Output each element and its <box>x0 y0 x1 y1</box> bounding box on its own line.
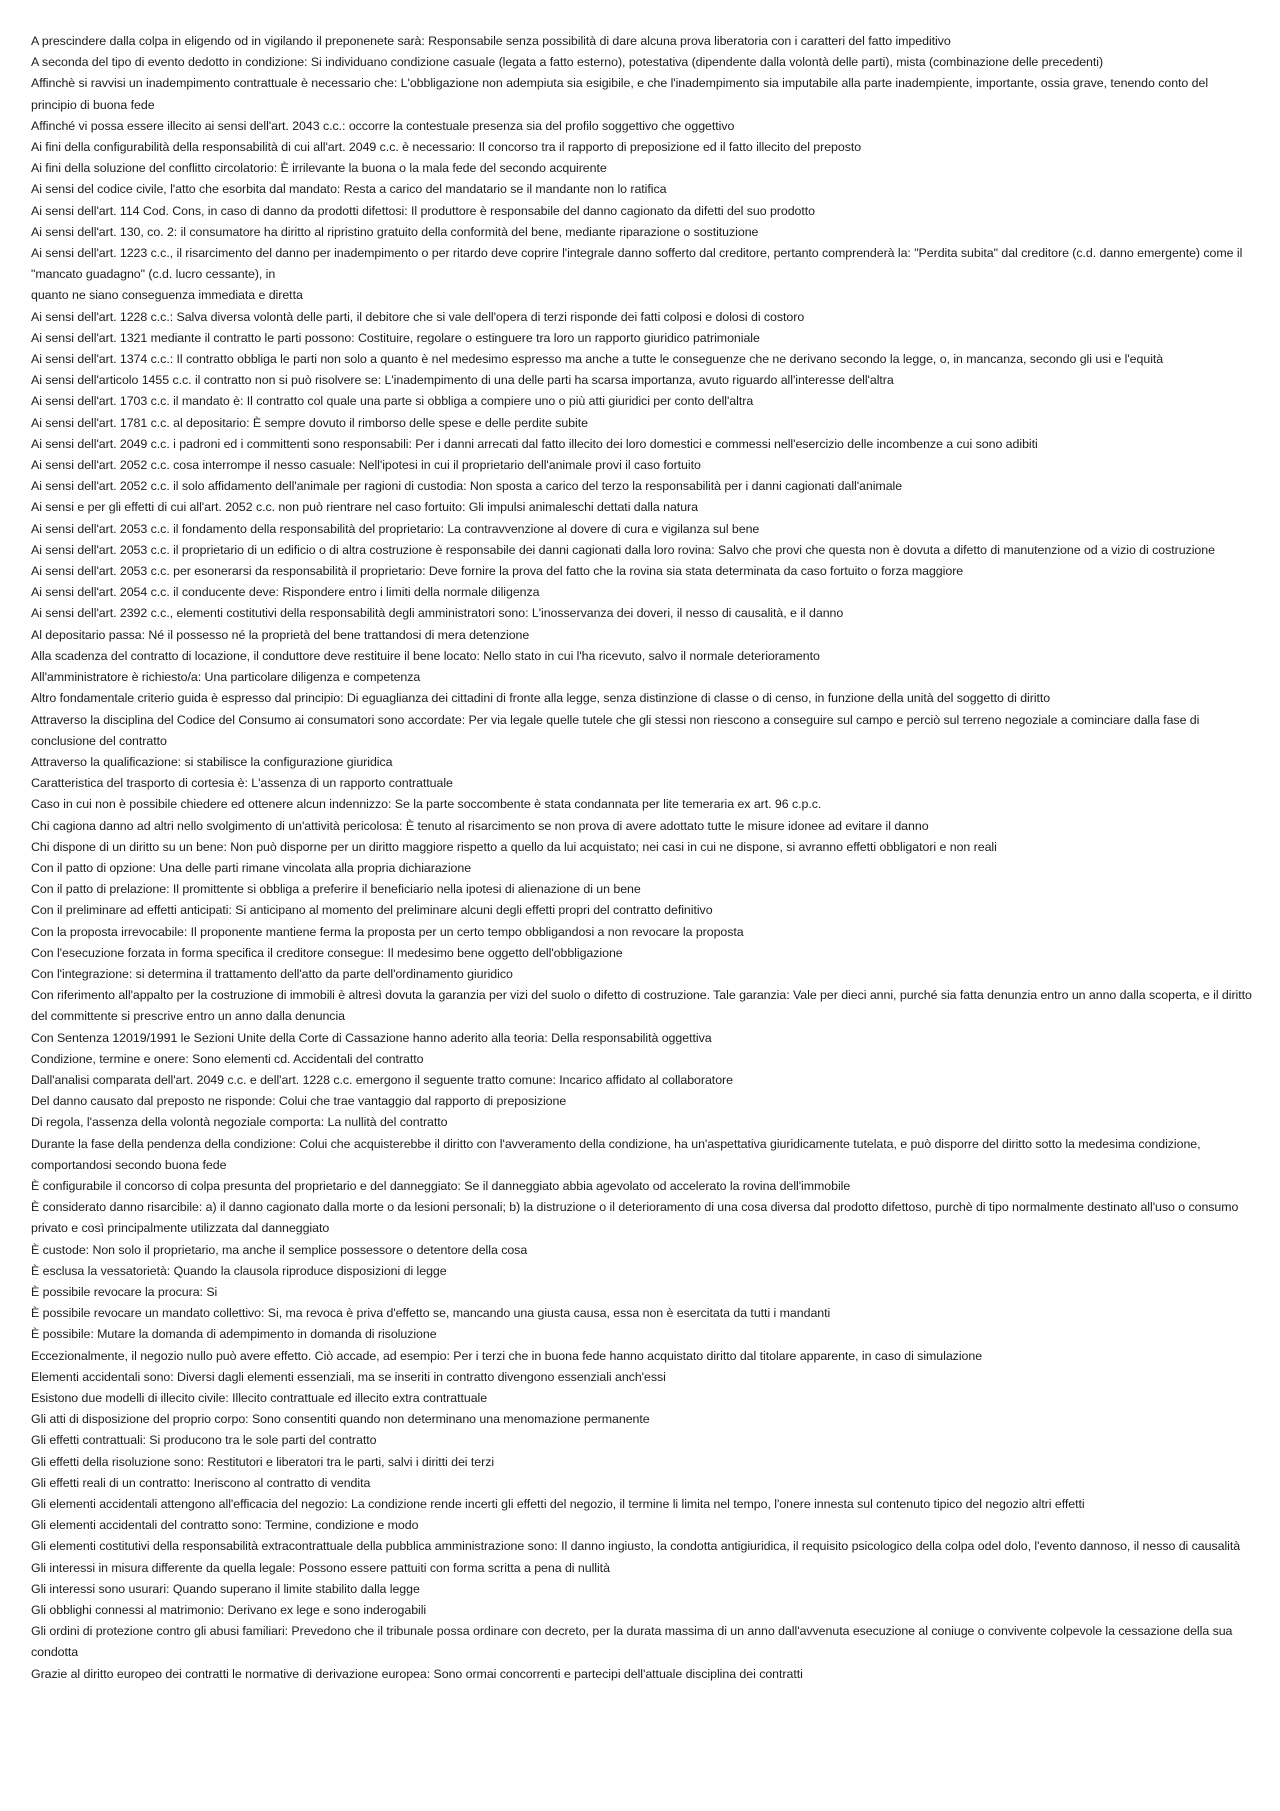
text-line: Ai sensi dell'articolo 1455 c.c. il contratto non si può risolvere se: L'inadempimento di una delle parti ha scarsa importanza, avuto riguardo all'interesse dell'altra <box>31 373 894 388</box>
text-line: Ai sensi dell'art. 114 Cod. Cons, in caso di danno da prodotti difettosi: Il produttore è responsabile del danno cagionato da difetti del suo prodotto <box>31 203 816 218</box>
text-line: Caratteristica del trasporto di cortesia è: L'assenza di un rapporto contrattuale <box>31 776 453 791</box>
text-line: Grazie al diritto europeo dei contratti le normative di derivazione europea: Sono ormai concorrenti e partecipi dell'attuale disciplina dei contratti <box>31 1666 803 1681</box>
text-line: Affinchè si ravvisi un inadempimento contrattuale è necessario che: L'obbligazione non adempiuta sia esigibile, e che l'inadempimento sia imputabile alla parte inadempiente, importante, ossia grave, tenendo conto del principio di buona fede <box>31 76 1209 112</box>
text-line: Affinché vi possa essere illecito ai sensi dell'art. 2043 c.c.: occorre la contestuale presenza sia del profilo soggettivo che oggettivo <box>31 118 735 133</box>
text-line: È considerato danno risarcibile: a) il danno cagionato dalla morte o da lesioni personali; b) la distruzione o il deterioramento di una cosa diversa dal prodotto difettoso, purchè di tipo normalmente destinato all'uso o consumo privato e così principalmente utilizzata dal danneggiato <box>31 1200 1239 1236</box>
text-line: Chi cagiona danno ad altri nello svolgimento di un'attività pericolosa: È tenuto al risarcimento se non prova di avere adottato tutte le misure idonee ad evitare il danno <box>31 818 929 833</box>
text-line: Gli interessi in misura differente da quella legale: Possono essere pattuiti con forma scritta a pena di nullità <box>31 1560 610 1575</box>
text-line: Gli atti di disposizione del proprio corpo: Sono consentiti quando non determinano una menomazione permanente <box>31 1412 650 1427</box>
text-line: Ai sensi dell'art. 2053 c.c. il fondamento della responsabilità del proprietario: La contravvenzione al dovere di cura e vigilanza sul bene <box>31 521 760 536</box>
text-line: Con l'integrazione: si determina il trattamento dell'atto da parte dell'ordinamento giuridico <box>31 966 513 981</box>
text-line: All'amministratore è richiesto/a: Una particolare diligenza e competenza <box>31 670 421 685</box>
text-line: Ai sensi dell'art. 1374 c.c.: Il contratto obbliga le parti non solo a quanto è nel medesimo espresso ma anche a tutte le conseguenze che ne derivano secondo la legge, o, in mancanza, secondo gli usi e l'equità <box>31 352 1164 367</box>
text-line: Con il patto di prelazione: Il promittente si obbliga a preferire il beneficiario nella ipotesi di alienazione di un bene <box>31 882 641 897</box>
text-line: Alla scadenza del contratto di locazione, il conduttore deve restituire il bene locato: Nello stato in cui l'ha ricevuto, salvo il normale deterioramento <box>31 648 820 663</box>
text-line: Attraverso la qualificazione: si stabilisce la configurazione giuridica <box>31 754 393 769</box>
text-line: Con il preliminare ad effetti anticipati: Si anticipano al momento del preliminare alcuni degli effetti propri del contratto definitivo <box>31 903 713 918</box>
text-line: Gli elementi costitutivi della responsabilità extracontrattuale della pubblica amministrazione sono: Il danno ingiusto, la condotta antigiuridica, il requisito psicologico della colpa odel dolo, l'evento dannoso, il nesso di causalità <box>31 1539 1241 1554</box>
text-line: Ai sensi e per gli effetti di cui all'art. 2052 c.c. non può rientrare nel caso fortuito: Gli impulsi animaleschi dettati dalla natura <box>31 500 698 515</box>
text-line: Ai sensi dell'art. 2053 c.c. il proprietario di un edificio o di altra costruzione è responsabile dei danni cagionati dalla loro rovina: Salvo che provi che questa non è dovuta a difetto di manutenzione od a vizio di costruzione <box>31 542 1215 557</box>
document-page <box>31 31 1253 1685</box>
text-line: È possibile revocare la procura: Si <box>31 1284 218 1299</box>
text-line: Ai sensi dell'art. 1703 c.c. il mandato è: Il contratto col quale una parte si obbliga a compiere uno o più atti giuridici per conto dell'altra <box>31 394 754 409</box>
text-line: A seconda del tipo di evento dedotto in condizione: Si individuano condizione casuale (legata a fatto esterno), potestativa (dipendente dalla volontà delle parti), mista (combinazione delle precedenti) <box>31 55 1104 70</box>
text-line: Ai sensi dell'art. 130, co. 2: il consumatore ha diritto al ripristino gratuito della conformità del bene, mediante riparazione o sostituzione <box>31 224 759 239</box>
text-line: È possibile: Mutare la domanda di adempimento in domanda di risoluzione <box>31 1327 437 1342</box>
text-line: È esclusa la vessatorietà: Quando la clausola riproduce disposizioni di legge <box>31 1263 447 1278</box>
text-line: A prescindere dalla colpa in eligendo od in vigilando il preponenete sarà: Responsabile senza possibilità di dare alcuna prova liberatoria con i caratteri del fatto impeditivo <box>31 34 951 48</box>
text-line: Gli effetti contrattuali: Si producono tra le sole parti del contratto <box>31 1433 377 1448</box>
text-line: Con l'esecuzione forzata in forma specifica il creditore consegue: Il medesimo bene oggetto dell'obbligazione <box>31 945 623 960</box>
text-line: Del danno causato dal preposto ne risponde: Colui che trae vantaggio dal rapporto di preposizione <box>31 1094 567 1109</box>
text-line: È configurabile il concorso di colpa presunta del proprietario e del danneggiato: Se il danneggiato abbia agevolato od accelerato la rovina dell'immobile <box>31 1178 851 1193</box>
text-line: Eccezionalmente, il negozio nullo può avere effetto. Ciò accade, ad esempio: Per i terzi che in buona fede hanno acquistato diritto dal titolare apparente, in caso di simulazione <box>31 1348 983 1363</box>
text-line: Gli elementi accidentali del contratto sono: Termine, condizione e modo <box>31 1518 419 1533</box>
text-line: Elementi accidentali sono: Diversi dagli elementi essenziali, ma se inseriti in contratto divengono essenziali anch'essi <box>31 1369 666 1384</box>
text-line: Gli ordini di protezione contro gli abusi familiari: Prevedono che il tribunale possa ordinare con decreto, per la durata massima di un anno dall'avvenuta esecuzione al coniuge o convivente colpevole la cessazione della sua condotta <box>31 1624 1233 1660</box>
text-line: Con la proposta irrevocabile: Il proponente mantiene ferma la proposta per un certo tempo obbligandosi a non revocare la proposta <box>31 924 744 939</box>
text-line: Ai sensi del codice civile, l'atto che esorbita dal mandato: Resta a carico del mandatario se il mandante non lo ratifica <box>31 182 667 197</box>
text-line: Con il patto di opzione: Una delle parti rimane vincolata alla propria dichiarazione <box>31 860 472 875</box>
text-line: Dall'analisi comparata dell'art. 2049 c.c. e dell'art. 1228 c.c. emergono il seguente tratto comune: Incarico affidato al collaboratore <box>31 1072 733 1087</box>
text-line: Con riferimento all'appalto per la costruzione di immobili è altresì dovuta la garanzia per vizi del suolo o difetto di costruzione. Tale garanzia: Vale per dieci anni, purché sia fatta denunzia entro un anno dalla scoperta, e il diritto del committente si prescrive entro un anno dalla denuncia <box>31 988 1252 1024</box>
text-line: Con Sentenza 12019/1991 le Sezioni Unite della Corte di Cassazione hanno aderito alla teoria: Della responsabilità oggettiva <box>31 1030 712 1045</box>
text-line: Ai fini della configurabilità della responsabilità di cui all'art. 2049 c.c. è necessario: Il concorso tra il rapporto di preposizione ed il fatto illecito del preposto <box>31 140 862 155</box>
text-line: Chi dispone di un diritto su un bene: Non può disporne per un diritto maggiore rispetto a quello da lui acquistato; nei casi in cui ne dispone, si avranno effetti obbligatori e non reali <box>31 839 997 854</box>
text-line: Gli effetti della risoluzione sono: Restitutori e liberatori tra le parti, salvi i diritti dei terzi <box>31 1454 495 1469</box>
text-line: Esistono due modelli di illecito civile: Illecito contrattuale ed illecito extra contrattuale <box>31 1391 488 1405</box>
text-line: Gli obblighi connessi al matrimonio: Derivano ex lege e sono inderogabili <box>31 1603 427 1618</box>
text-line: Gli interessi sono usurari: Quando superano il limite stabilito dalla legge <box>31 1581 420 1596</box>
text-line: È possibile revocare un mandato collettivo: Si, ma revoca è priva d'effetto se, mancando una giusta causa, essa non è esercitata da tutti i mandanti <box>31 1306 831 1321</box>
text-line: Ai sensi dell'art. 2053 c.c. per esonerarsi da responsabilità il proprietario: Deve fornire la prova del fatto che la rovina sia stata determinata da caso fortuito o forza maggiore <box>31 564 964 579</box>
text-line: Altro fondamentale criterio guida è espresso dal principio: Di eguaglianza dei cittadini di fronte alla legge, senza distinzione di classe o di censo, in funzione della unità del soggetto di diritto <box>31 691 1051 706</box>
text-line: Ai sensi dell'art. 2052 c.c. cosa interrompe il nesso casuale: Nell'ipotesi in cui il proprietario dell'animale provi il caso fortuito <box>31 458 701 473</box>
text-line: Caso in cui non è possibile chiedere ed ottenere alcun indennizzo: Se la parte soccombente è stata condannata per lite temeraria ex art. 96 c.p.c. <box>31 797 822 812</box>
text-line: Gli effetti reali di un contratto: Ineriscono al contratto di vendita <box>31 1475 371 1490</box>
text-line: Ai sensi dell'art. 1223 c.c., il risarcimento del danno per inadempimento o per ritardo deve coprire l'integrale danno sofferto dal creditore, pertanto comprenderà la: "Perdita subita" dal creditore (c.d. danno emergente) come il "mancato guadagno" (c.d. lucro cessante), in <box>31 246 1243 282</box>
text-line: Ai sensi dell'art. 2049 c.c. i padroni ed i committenti sono responsabili: Per i danni arrecati dal fatto illecito dei loro domestici e commessi nell'esercizio delle incombenze a cui sono adibiti <box>31 436 1038 451</box>
text-line: Al depositario passa: Né il possesso né la proprietà del bene trattandosi di mera detenzione <box>31 627 530 642</box>
text-line: Attraverso la disciplina del Codice del Consumo ai consumatori sono accordate: Per via legale quelle tutele che gli stessi non riescono a conseguire sul campo e perciò sul terreno negoziale a cominciare dalla fase di conclusione del contratto <box>31 712 1200 748</box>
text-line: Condizione, termine e onere: Sono elementi cd. Accidentali del contratto <box>31 1051 424 1066</box>
text-line: È custode: Non solo il proprietario, ma anche il semplice possessore o detentore della cosa <box>31 1242 528 1257</box>
text-line: Ai sensi dell'art. 1228 c.c.: Salva diversa volontà delle parti, il debitore che si vale dell'opera di terzi risponde dei fatti colposi e dolosi di costoro <box>31 309 805 324</box>
text-line: Ai sensi dell'art. 2392 c.c., elementi costitutivi della responsabilità degli amministratori sono: L'inosservanza dei doveri, il nesso di causalità, e il danno <box>31 606 844 621</box>
text-line: Ai sensi dell'art. 1781 c.c. al depositario: È sempre dovuto il rimborso delle spese e delle perdite subite <box>31 415 588 430</box>
text-line: Ai fini della soluzione del conflitto circolatorio: È irrilevante la buona o la mala fede del secondo acquirente <box>31 161 607 176</box>
text-line: Durante la fase della pendenza della condizione: Colui che acquisterebbe il diritto con l'avveramento della condizione, ha un'aspettativa giuridicamente tutelata, e può disporre del diritto sotto la medesima condizione, comportandosi secondo buona fede <box>31 1136 1201 1172</box>
text-line: Gli elementi accidentali attengono all'efficacia del negozio: La condizione rende incerti gli effetti del negozio, il termine li limita nel tempo, l'onere innesta sul contenuto tipico del negozio altri effetti <box>31 1497 1085 1512</box>
text-line: Ai sensi dell'art. 2052 c.c. il solo affidamento dell'animale per ragioni di custodia: Non sposta a carico del terzo la responsabilità per i danni cagionati dall'animale <box>31 479 903 494</box>
text-line: Ai sensi dell'art. 2054 c.c. il conducente deve: Rispondere entro i limiti della normale diligenza <box>31 585 540 600</box>
text-line: Di regola, l'assenza della volontà negoziale comporta: La nullità del contratto <box>31 1115 448 1130</box>
text-line: Ai sensi dell'art. 1321 mediante il contratto le parti possono: Costituire, regolare o estinguere tra loro un rapporto giuridico patrimoniale <box>31 330 760 345</box>
text-line: quanto ne siano conseguenza immediata e diretta <box>31 288 303 303</box>
